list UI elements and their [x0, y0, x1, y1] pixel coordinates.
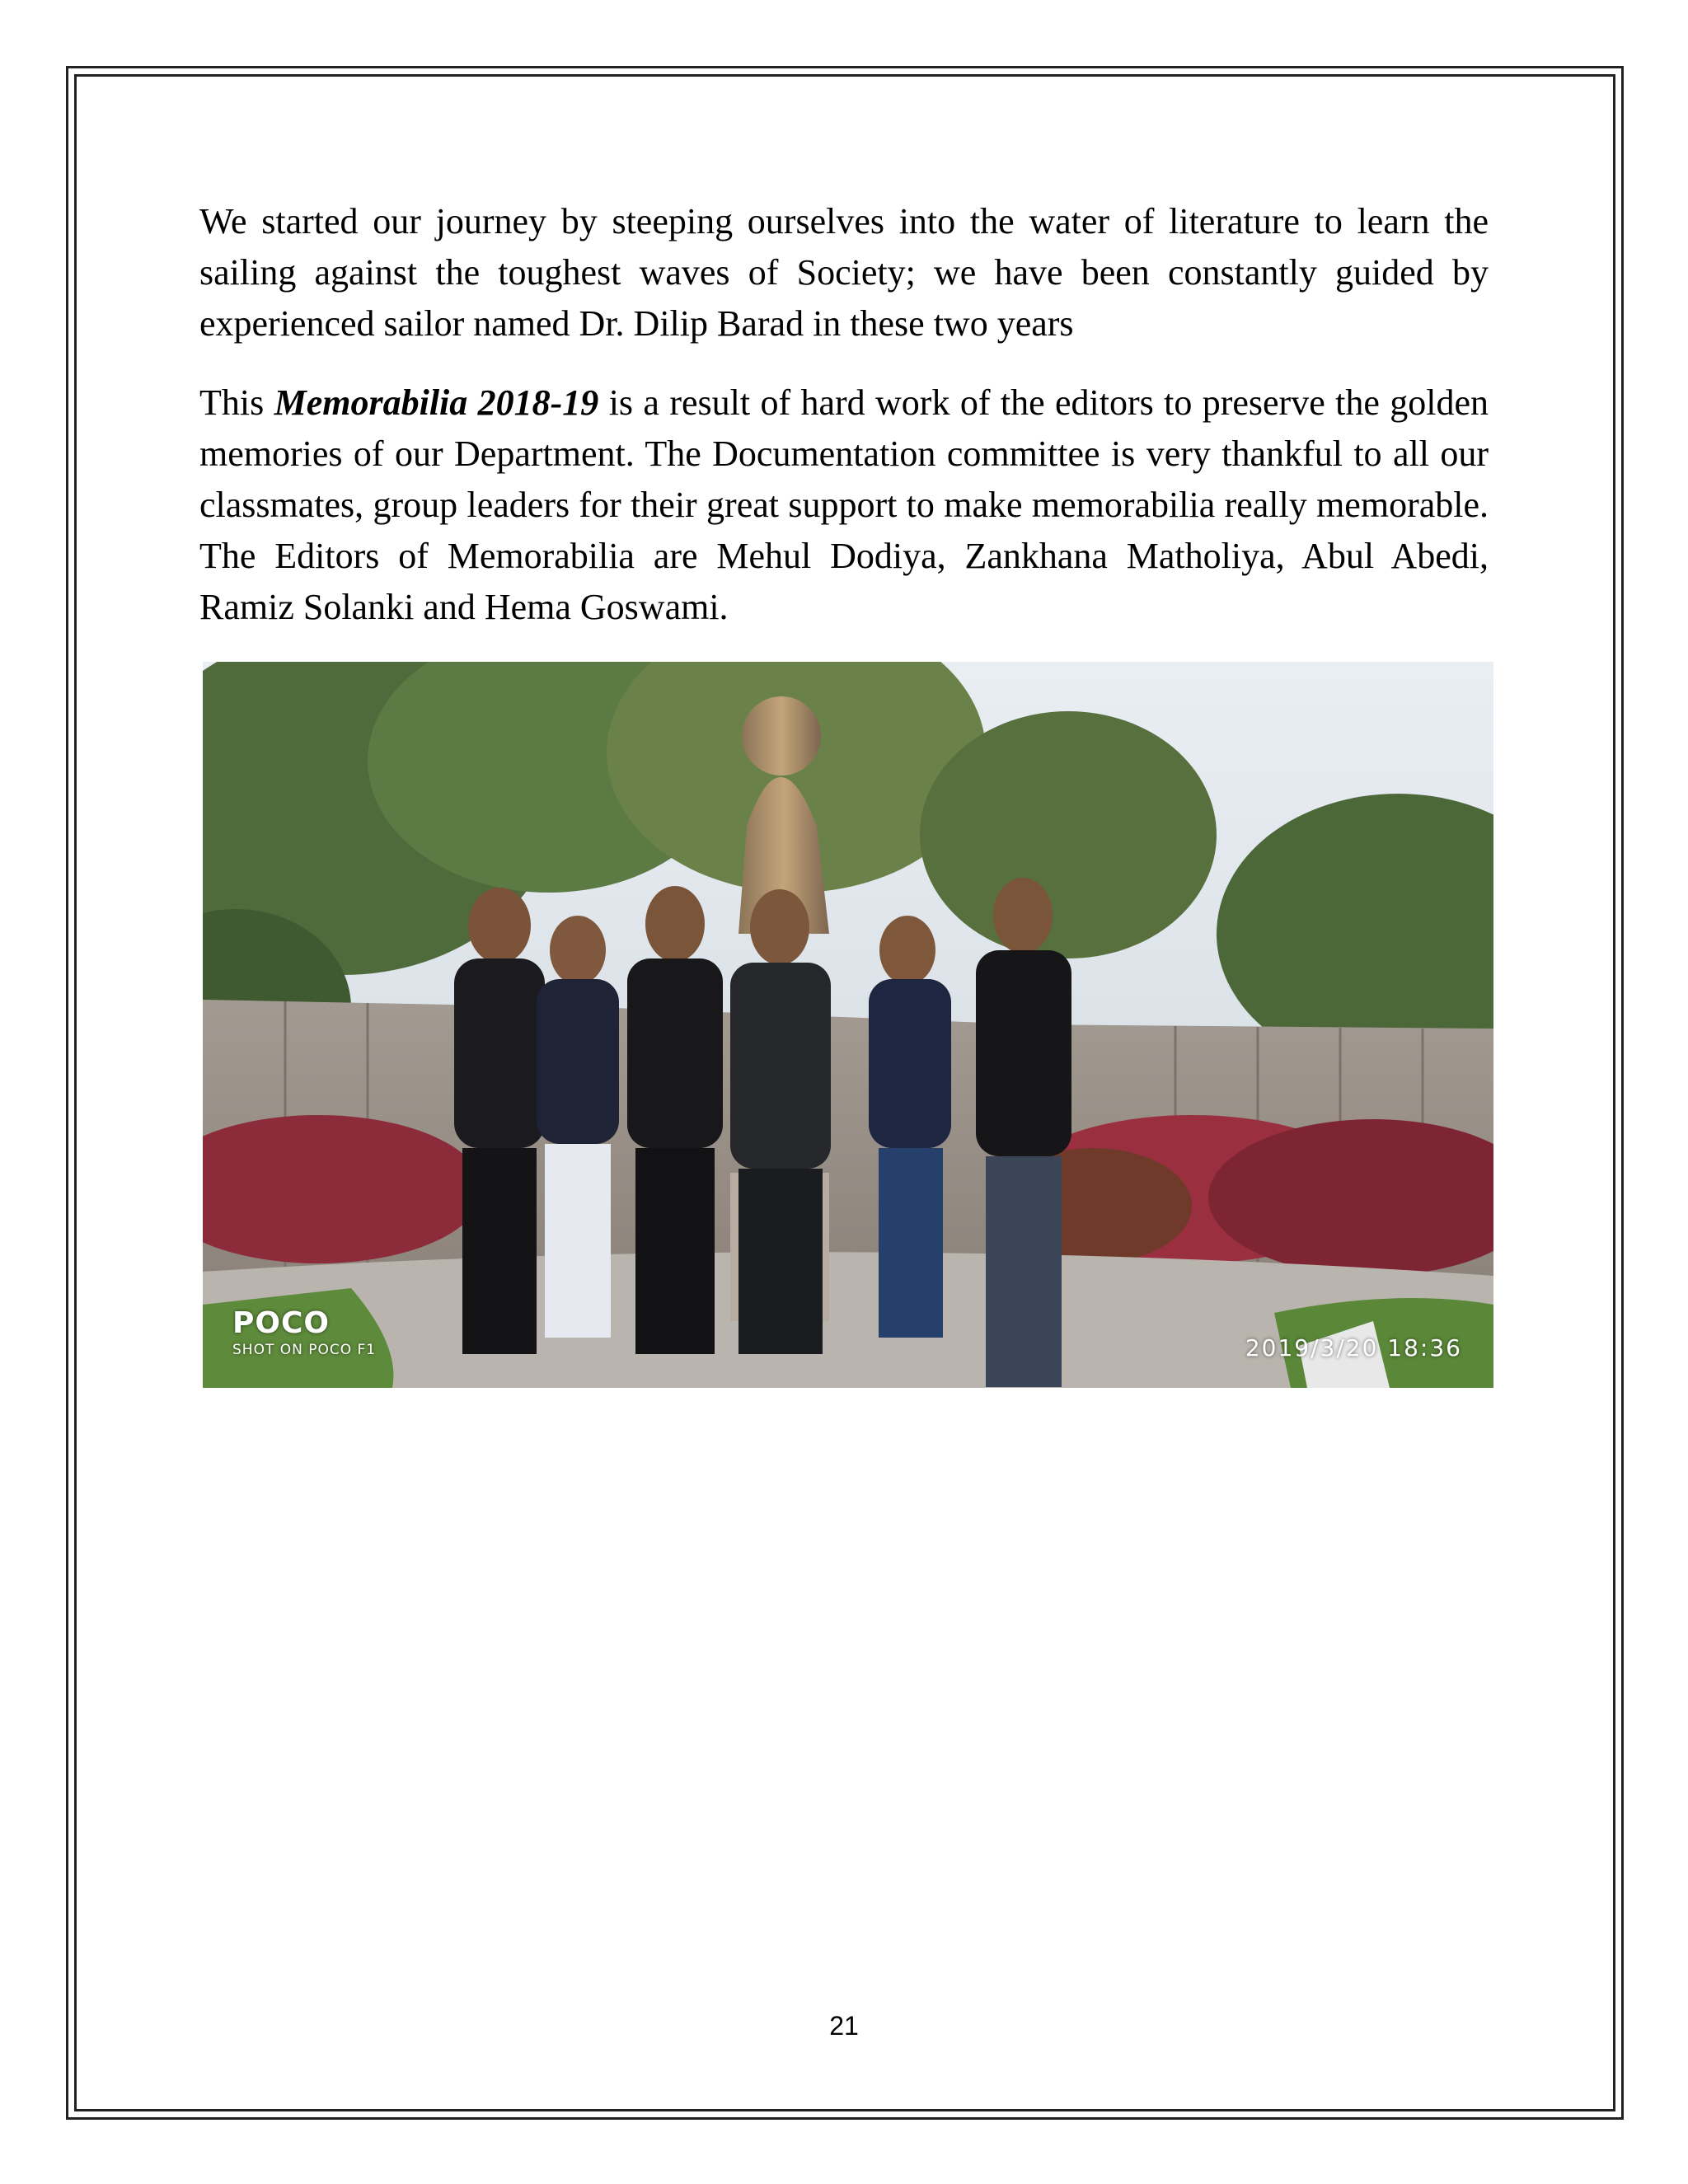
intro-paragraph [199, 196, 1489, 349]
group-photo-illustration [203, 662, 1493, 1388]
camera-watermark-model: SHOT ON POCO F1 [232, 1342, 377, 1358]
group-photo [203, 662, 1493, 1388]
intro-paragraph-text: We started our journey by steeping ourselves into the water of literature to learn the sailing against the toughest waves of Society; we have been constantly guided by experienced sailor named Dr. Dilip Barad in these two years [199, 201, 1489, 344]
memorabilia-paragraph-text [199, 377, 1489, 633]
paragraph-rest: is a result of hard work of the editors to preserve the golden memories of our Department. The Documentation committee is very thankful to all our classmates, group leaders for their great support to make memorabilia really memorable. The Editors of Memorabilia are Mehul Dodiya, Zankhana Matholiya, Abul Abedi, Ramiz Solanki and Hema Goswami. [199, 382, 1489, 627]
photo-timestamp: 2019/3/20 18:36 [1245, 1334, 1462, 1361]
paragraph-lead: This [199, 382, 274, 423]
camera-watermark-brand: POCO [232, 1306, 331, 1340]
page-number: 21 [829, 2011, 859, 2041]
memorabilia-paragraph [199, 377, 1489, 633]
memorabilia-title: Memorabilia 2018-19 [274, 382, 599, 423]
